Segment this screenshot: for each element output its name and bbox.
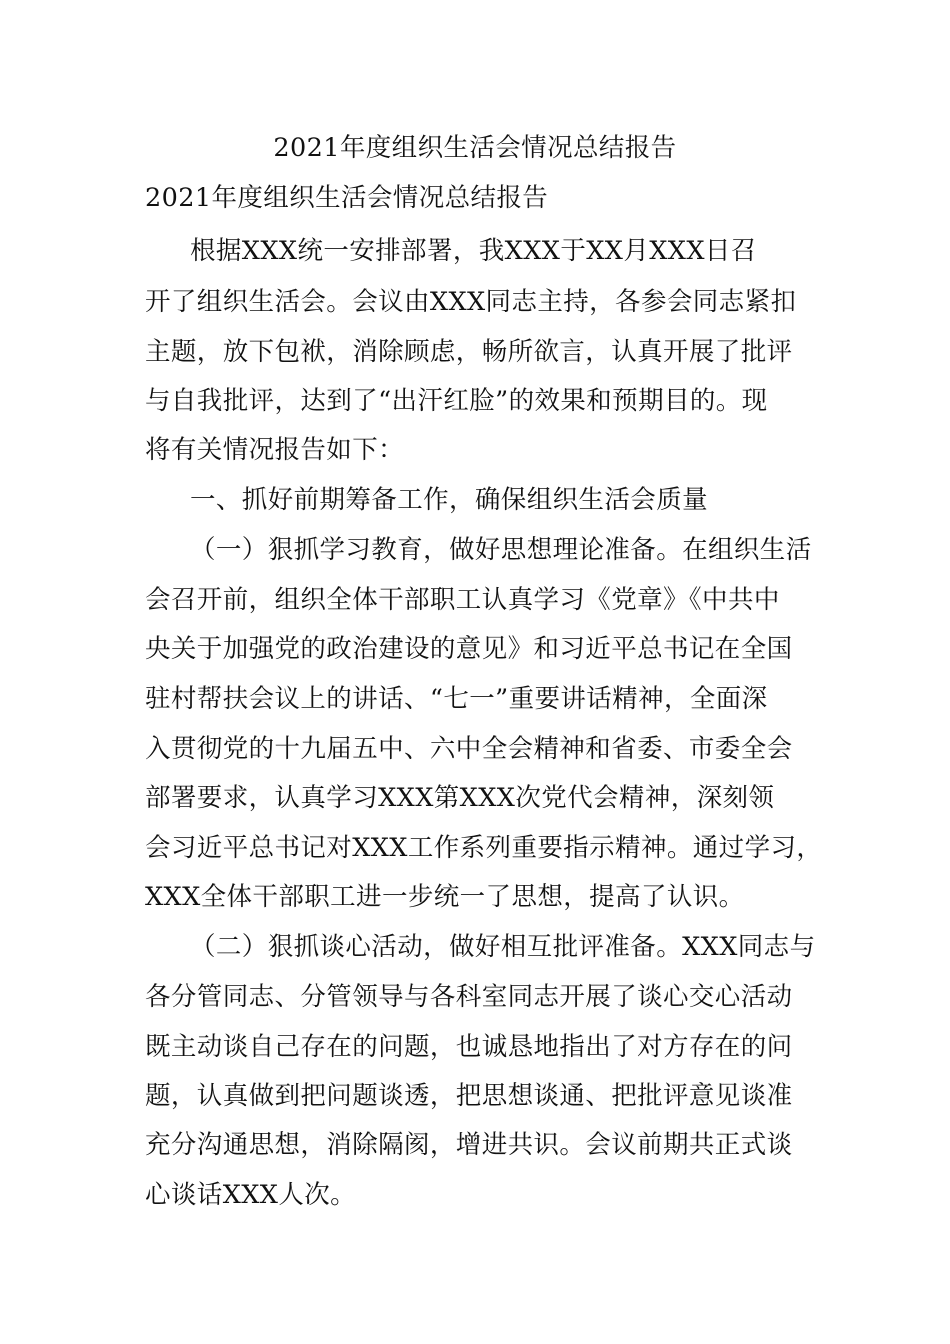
paragraph-line: 充分沟通思想，消除隔阂，增进共识。会议前期共正式谈 — [145, 1130, 793, 1160]
document-subtitle: 2021年度组织生活会情况总结报告 — [145, 183, 549, 213]
paragraph-line: 与自我批评，达到了“出汗红脸”的效果和预期目的。现 — [145, 386, 768, 416]
paragraph-line: 会习近平总书记对XXX工作系列重要指示精神。通过学习， — [145, 833, 823, 863]
paragraph-line: 题，认真做到把问题谈透，把思想谈通、把批评意见谈准 — [145, 1081, 793, 1111]
paragraph-line: 央关于加强党的政治建设的意见》和习近平总书记在全国 — [145, 634, 793, 664]
paragraph-line: 心谈话XXX人次。 — [145, 1180, 357, 1210]
section-heading: 一、抓好前期筹备工作，确保组织生活会质量 — [190, 485, 709, 515]
paragraph-line: 开了组织生活会。会议由XXX同志主持，各参会同志紧扣 — [145, 287, 797, 317]
paragraph-line: （一）狠抓学习教育，做好思想理论准备。在组织生活 — [190, 535, 812, 565]
paragraph-line: 驻村帮扶会议上的讲话、“七一”重要讲话精神，全面深 — [145, 684, 768, 714]
paragraph-line: 既主动谈自己存在的问题，也诚恳地指出了对方存在的问 — [145, 1032, 793, 1062]
document-title: 2021年度组织生活会情况总结报告 — [273, 133, 677, 163]
paragraph-line: 部署要求，认真学习XXX第XXX次党代会精神，深刻领 — [145, 783, 775, 813]
paragraph-line: 入贯彻党的十九届五中、六中全会精神和省委、市委全会 — [145, 734, 793, 764]
paragraph-line: 将有关情况报告如下： — [145, 435, 405, 465]
paragraph-line: 各分管同志、分管领导与各科室同志开展了谈心交心活动 — [145, 982, 793, 1012]
paragraph-line: 根据XXX统一安排部署，我XXX于XX月XXX日召 — [190, 236, 757, 266]
paragraph-line: 会召开前，组织全体干部职工认真学习《党章》《中共中 — [145, 585, 780, 615]
paragraph-line: （二）狠抓谈心活动，做好相互批评准备。XXX同志与 — [190, 932, 816, 962]
paragraph-line: 主题，放下包袱，消除顾虑，畅所欲言，认真开展了批评 — [145, 337, 793, 367]
paragraph-line: XXX全体干部职工进一步统一了思想，提高了认识。 — [145, 882, 745, 912]
